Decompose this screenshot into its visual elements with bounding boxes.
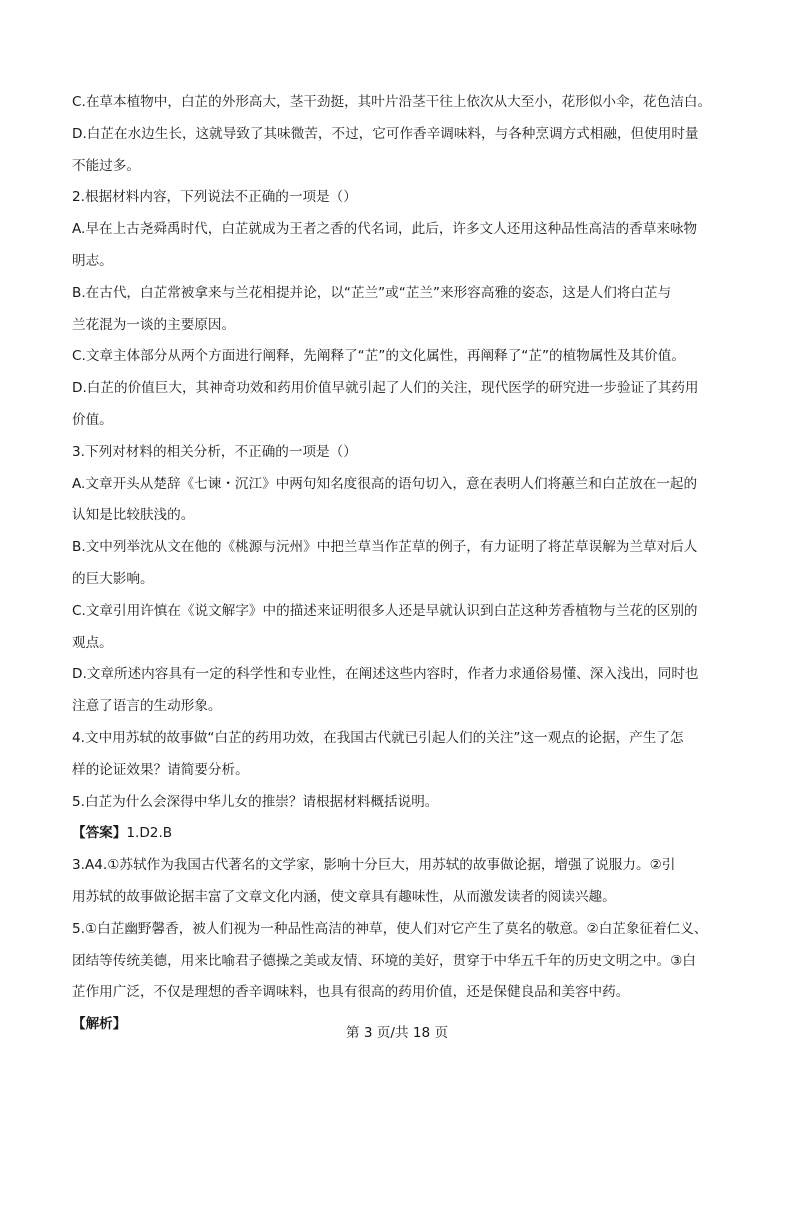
question-5: 5.白芷为什么会深得中华儿女的推崇？请根据材料概括说明。: [72, 793, 439, 810]
text-line: 注意了语言的生动形象。: [72, 698, 222, 715]
option-3a: A.文章开头从楚辞《七谏・沉江》中两句知名度很高的语句切入，意在表明人们将蕙兰和白芷放在一起的: [72, 475, 698, 492]
option-3d: D.文章所述内容具有一定的科学性和专业性，在阐述这些内容时，作者力求通俗易懂、深入浅出，同时也: [72, 666, 699, 683]
answer-text-line: 5.①白芷幽野馨香，被人们视为一种品性高洁的神草，使人们对它产生了莫名的敬意。②白芷象征着仁义、: [72, 920, 708, 937]
answer-line: [72, 823, 732, 843]
text-line: 观点。: [72, 634, 113, 651]
option-2c: C.文章主体部分从两个方面进行阐释，先阐释了“芷”的文化属性，再阐释了“芷”的植物属性及其价值。: [72, 348, 685, 365]
text-line: 兰花混为一谈的主要原因。: [72, 316, 236, 333]
page-footer: 第 3 页/共 18 页: [345, 1025, 449, 1041]
question-4: 4.文中用苏轼的故事做“白芷的药用功效，在我国古代就已引起人们的关注”这一观点的论据，产生了怎: [72, 729, 684, 746]
question-2: 2.根据材料内容，下列说法不正确的一项是（）: [72, 189, 357, 206]
analysis-label: 【解析】: [72, 1016, 127, 1033]
option-2a: A.早在上古尧舜禹时代，白芷就成为王者之香的代名词，此后，许多文人还用这种品性高洁的香草来咏物: [72, 221, 698, 238]
option-3b: B.文中列举沈从文在他的《桃源与沅州》中把兰草当作芷草的例子，有力证明了将芷草误解为兰草对后人: [72, 539, 698, 556]
text-line: C.在草本植物中，白芷的外形高大，茎干劲挺，其叶片沿茎干往上依次从大至小，花形似小伞，花色洁白。: [72, 94, 712, 110]
text-line: 价值。: [72, 411, 113, 428]
text-line: 不能过多。: [72, 157, 140, 174]
text-line: 明志。: [72, 252, 113, 269]
answer-text: 1.D2.B: [126, 825, 173, 842]
answer-text-line: 团结等传统美德，用来比喻君子德操之美或友情、环境的美好，贯穿于中华五千年的历史文明之中。③白: [72, 952, 696, 969]
answer-text-line: 3.A4.①苏轼作为我国古代著名的文学家，影响十分巨大，用苏轼的故事做论据，增强了说服力。②引: [72, 857, 676, 874]
option-3c: C.文章引用许慎在《说文解字》中的描述来证明很多人还是早就认识到白芷这种芳香植物与兰花的区别的: [72, 602, 698, 619]
text-line: 认知是比较肤浅的。: [72, 507, 195, 524]
answer-text-line: 用苏轼的故事做论据丰富了文章文化内涵，使文章具有趣味性，从而激发读者的阅读兴趣。: [72, 888, 616, 905]
text-line: 的巨大影响。: [72, 570, 154, 587]
text-line: 样的论证效果？请简要分析。: [72, 761, 249, 778]
option-2b: B.在古代，白芷常被拿来与兰花相提并论，以“芷兰”或“芷兰”来形容高雅的姿态，这是人们将白芷与: [72, 284, 672, 301]
answer-label: 【答案】: [72, 825, 127, 842]
text-line: D.白芷在水边生长，这就导致了其味微苦，不过，它可作香辛调味料，与各种烹调方式相融，但使用时量: [72, 125, 699, 142]
question-3: 3.下列对材料的相关分析，不正确的一项是（）: [72, 443, 357, 460]
answer-text-line: 芷作用广泛，不仅是理想的香辛调味料，也具有很高的药用价值，还是保健良品和美容中药。: [72, 984, 630, 1001]
document-body: [72, 92, 732, 1046]
option-2d: D.白芷的价值巨大，其神奇功效和药用价值早就引起了人们的关注，现代医学的研究进一步验证了其药用: [72, 380, 699, 397]
